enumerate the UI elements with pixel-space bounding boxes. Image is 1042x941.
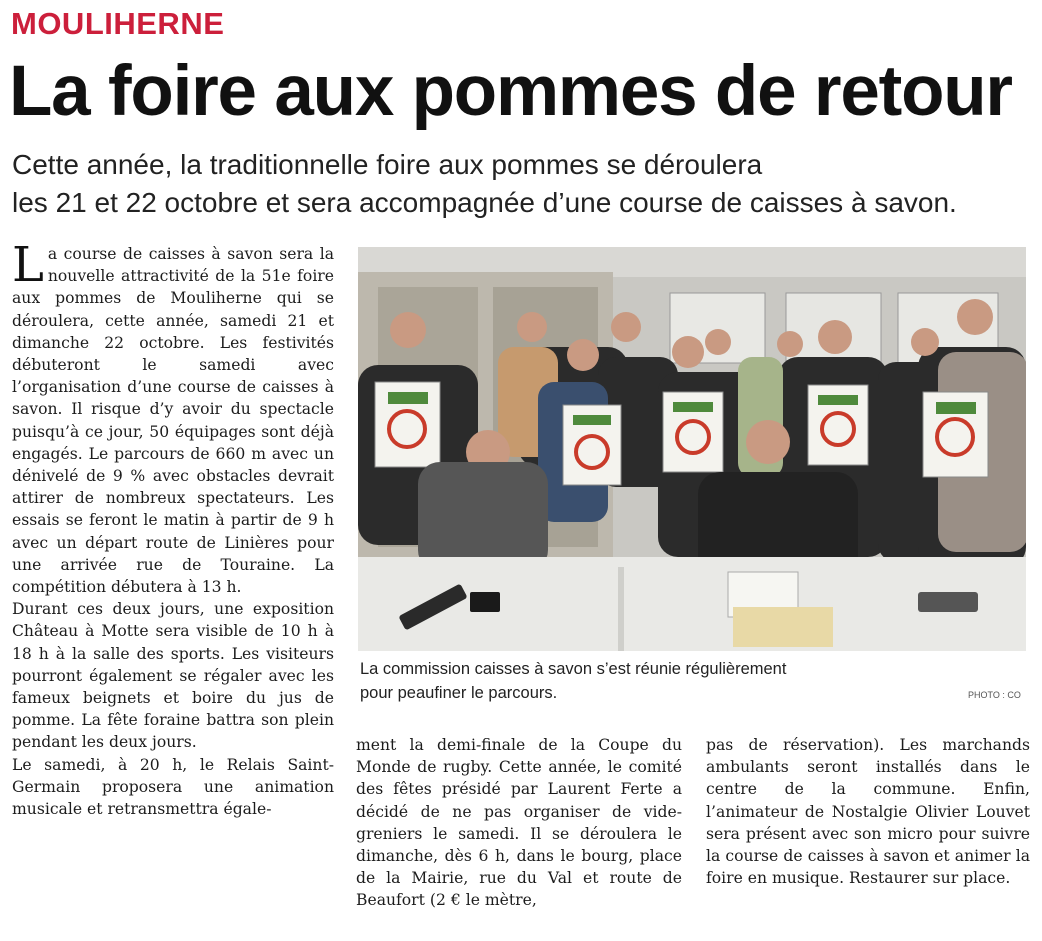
paragraph-5: pas de réservation). Les marchands ambulants seront installés dans le centre de la commune. Enfin, l’animateur de Nostalgie Olivier Louvet sera présent avec son micro pour suivre la course de caisses à savon et animer la foire en musique. Restaurer sur place. [706, 736, 1030, 888]
photo-credit: PHOTO : CO [968, 690, 1021, 700]
standfirst [12, 146, 1042, 222]
article-column-3 [706, 734, 1030, 889]
caption-line-2: pour peaufiner le parcours. [360, 684, 558, 702]
paragraph-2: Durant ces deux jours, une exposition Château à Motte sera visible de 10 h à 18 h à la salle des sports. Les visiteurs pourront également se régaler avec les fameux beignets et boire du jus de pomme. La fête foraine battra son plein pendant les deux jours. [12, 600, 334, 752]
headline: La foire aux pommes de retour [9, 52, 1012, 131]
article-column-1 [12, 237, 334, 820]
section-kicker: MOULIHERNE [11, 6, 225, 41]
standfirst-line-1: Cette année, la traditionnelle foire aux pommes se déroulera [12, 149, 763, 180]
paragraph-1-text: a course de caisses à savon sera la nouvelle attractivité de la 51e foire aux pommes de Mouliherne qui se déroulera, cette année, samedi 21 et dimanche 22 octobre. Les festivités débuteront le samedi avec l’organisation d’une course de caisses à savon. Il risque d’y avoir du spectacle puisqu’à ce jour, 50 équipages sont déjà engagés. Le parcours de 660 m avec un dénivelé de 9 % avec obstacles devrait attirer de nombreux spectateurs. Les essais se feront le matin à partir de 9 h avec un départ route de Linières pour une arrivée rue de Touraine. La compétition débutera à 13 h. [12, 245, 334, 597]
photo-caption [360, 657, 786, 705]
article-photo [358, 247, 1026, 651]
drop-cap: L [12, 237, 44, 293]
article-column-2 [356, 734, 682, 912]
caption-line-1: La commission caisses à savon s’est réunie régulièrement [360, 660, 787, 678]
paragraph-4: ment la demi-finale de la Coupe du Monde de rugby. Cette année, le comité des fêtes présidé par Laurent Ferte a décidé de ne pas organiser de vide-greniers le samedi. Il se déroulera le dimanche, dès 6 h, dans le bourg, place de la Mairie, rue du Val et route de Beaufort (2 € le mètre, [356, 736, 682, 910]
standfirst-line-2: les 21 et 22 octobre et sera accompagnée d’une course de caisses à savon. [12, 187, 957, 218]
paragraph-1 [12, 237, 334, 598]
paragraph-3: Le samedi, à 20 h, le Relais Saint-Germain proposera une animation musicale et retransmettra égale- [12, 755, 334, 819]
